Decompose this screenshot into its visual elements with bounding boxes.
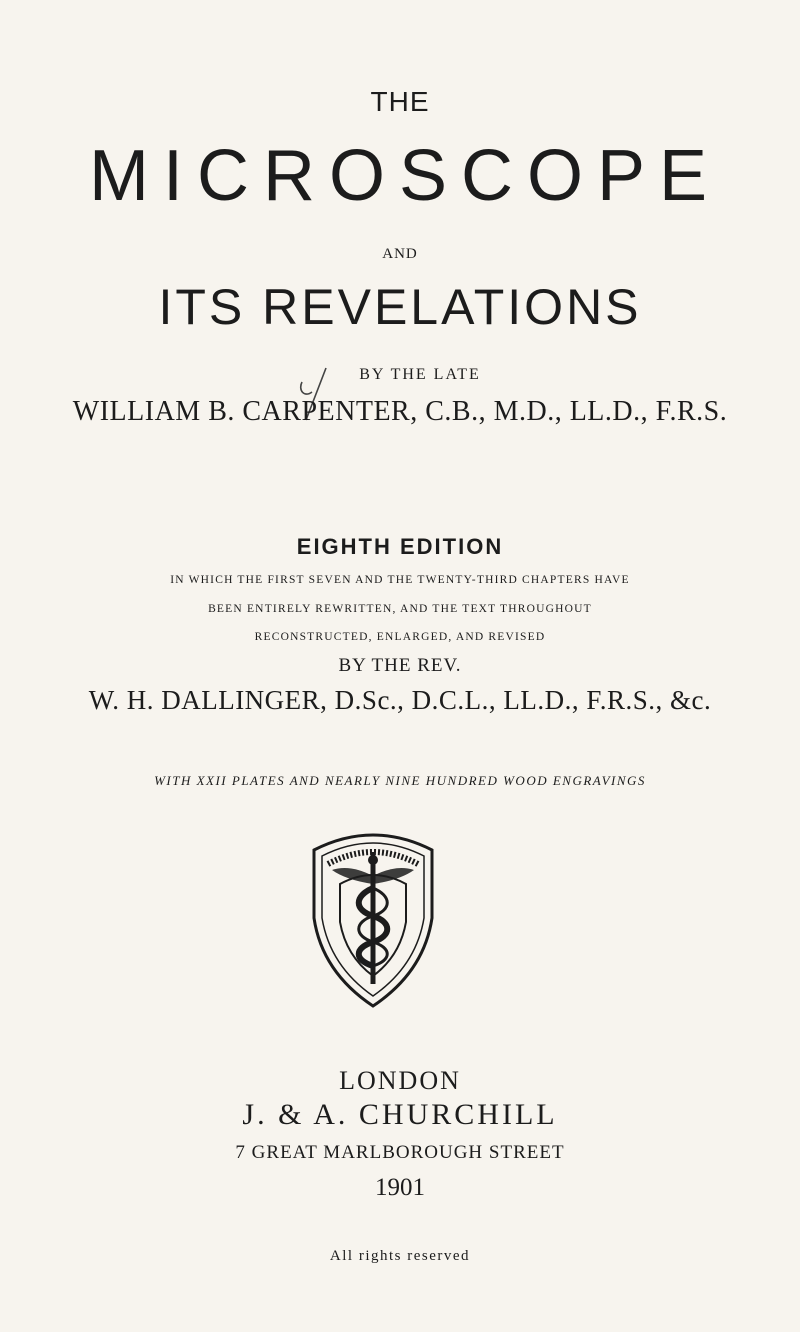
title-the: THE xyxy=(370,86,430,117)
reviser-name: W. H. DALLINGER, D.Sc., D.C.L., LL.D., F.R.S., &c. xyxy=(88,685,712,715)
publisher-name: J. & A. CHURCHILL xyxy=(242,1098,558,1131)
book-title: MICROSCOPE xyxy=(88,136,722,216)
edition-description-line: IN WHICH THE FIRST SEVEN AND THE TWENTY-THIRD CHAPTERS HAVE xyxy=(170,574,630,586)
rights-notice: All rights reserved xyxy=(329,1248,471,1264)
publication-year: 1901 xyxy=(375,1174,425,1201)
title-and: AND xyxy=(382,246,418,262)
edition-description-line: BEEN ENTIRELY REWRITTEN, AND THE TEXT THROUGHOUT xyxy=(208,603,592,615)
by-the-rev: BY THE REV. xyxy=(338,655,462,676)
faint-library-stamp xyxy=(570,455,770,535)
publisher-address: 7 GREAT MARLBOROUGH STREET xyxy=(235,1142,565,1163)
plates-note: WITH XXII PLATES AND NEARLY NINE HUNDRED WOOD ENGRAVINGS xyxy=(154,773,646,788)
by-the-late: BY THE LATE xyxy=(359,366,481,383)
imprint-city: LONDON xyxy=(339,1066,461,1095)
book-subtitle: ITS REVELATIONS xyxy=(158,279,642,335)
caduceus-shield-emblem-icon xyxy=(306,826,440,1010)
edition-label: EIGHTH EDITION xyxy=(296,534,504,559)
author-name: WILLIAM B. CARPENTER, C.B., M.D., LL.D., F.R.S. xyxy=(72,396,728,427)
edition-description-line: RECONSTRUCTED, ENLARGED, AND REVISED xyxy=(254,631,546,643)
